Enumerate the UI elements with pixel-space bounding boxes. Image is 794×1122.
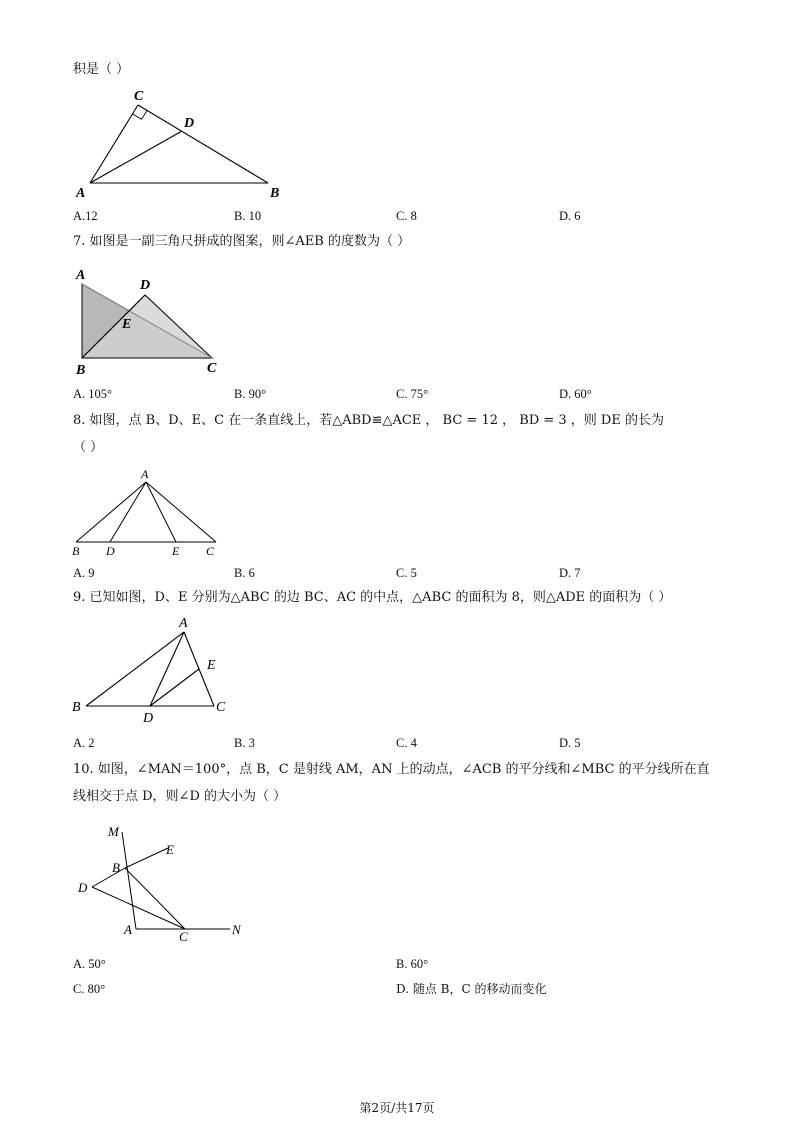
q9-option-b[interactable]: B. 3 xyxy=(234,736,255,750)
q9-option-c[interactable]: C. 4 xyxy=(396,736,417,750)
q10-label-m: M xyxy=(108,824,119,839)
q8-option-d[interactable]: D. 7 xyxy=(559,566,581,580)
q10-option-a[interactable]: A. 50° xyxy=(73,957,106,971)
q9-label-d: D xyxy=(143,711,154,726)
q7-label-a: A xyxy=(76,268,86,283)
q6-label-d: D xyxy=(184,116,195,131)
q8-label-b: B xyxy=(72,544,80,558)
q8-option-b[interactable]: B. 6 xyxy=(234,566,255,580)
q9-stem: 9. 已知如图，D、E 分别为△ABC 的边 BC、AC 的中点，△ABC 的面积为 8，则△ADE 的面积为（ ） xyxy=(73,590,672,605)
q10-label-c: C xyxy=(179,929,188,944)
q8-option-a[interactable]: A. 9 xyxy=(73,566,95,580)
q10-label-n: N xyxy=(232,922,241,937)
q6-option-b[interactable]: B. 10 xyxy=(234,209,262,223)
q8-label-e: E xyxy=(172,544,180,558)
q10-label-a: A xyxy=(124,922,132,937)
q6-label-b: B xyxy=(270,186,280,201)
q10-option-b[interactable]: B. 60° xyxy=(396,957,429,971)
q7-label-e: E xyxy=(122,317,132,332)
q9-option-a[interactable]: A. 2 xyxy=(73,736,95,750)
q8-stem: 8. 如图，点 B、D、E、C 在一条直线上，若△ABD≌△ACE ， BC = 12 ， BD = 3 ，则 DE 的长为 xyxy=(73,413,664,428)
q10-option-c[interactable]: C. 80° xyxy=(73,982,106,996)
q10-figure xyxy=(70,820,255,948)
q6-stem-tail: 积是（ ） xyxy=(73,62,130,77)
q10-stem-line1: 10. 如图，∠MAN＝100°，点 B，C 是射线 AM，AN 上的动点，∠ACB 的平分线和∠MBC 的平分线所在直 xyxy=(73,762,710,777)
q7-label-b: B xyxy=(76,363,86,378)
q6-label-a: A xyxy=(76,186,86,201)
q10-option-d[interactable]: D. 随点 B，C 的移动而变化 xyxy=(396,982,547,996)
q8-label-a: A xyxy=(141,467,149,481)
q10-label-e: E xyxy=(166,842,174,857)
q7-option-b[interactable]: B. 90° xyxy=(234,387,267,401)
q9-figure xyxy=(70,612,240,727)
q7-option-a[interactable]: A. 105° xyxy=(73,387,113,401)
q6-option-d[interactable]: D. 6 xyxy=(559,209,581,223)
q9-label-a: A xyxy=(179,616,188,631)
q7-stem: 7. 如图是一副三角尺拼成的图案，则∠AEB 的度数为（ ） xyxy=(73,234,411,249)
q10-label-b: B xyxy=(112,860,120,875)
q9-label-b: B xyxy=(72,700,81,715)
q8-label-d: D xyxy=(106,544,115,558)
page-footer: 第2页/共17页 xyxy=(359,1101,435,1115)
q6-option-c[interactable]: C. 8 xyxy=(396,209,417,223)
q9-option-d[interactable]: D. 5 xyxy=(559,736,581,750)
q7-label-d: D xyxy=(140,278,151,293)
q6-label-c: C xyxy=(134,89,144,104)
q6-figure xyxy=(70,85,290,205)
q9-label-c: C xyxy=(216,700,226,715)
q6-option-a[interactable]: A.12 xyxy=(73,209,98,223)
q8-stem-line2: （ ） xyxy=(73,440,104,455)
q7-option-c[interactable]: C. 75° xyxy=(396,387,429,401)
q7-label-c: C xyxy=(207,361,217,376)
q10-label-d: D xyxy=(78,880,88,895)
q8-figure xyxy=(70,465,230,560)
q8-option-c[interactable]: C. 5 xyxy=(396,566,417,580)
q10-stem-line2: 线相交于点 D，则∠D 的大小为（ ） xyxy=(73,789,287,804)
q8-label-c: C xyxy=(206,544,215,558)
q7-figure xyxy=(70,262,230,380)
q9-label-e: E xyxy=(207,658,216,673)
q7-option-d[interactable]: D. 60° xyxy=(559,387,592,401)
